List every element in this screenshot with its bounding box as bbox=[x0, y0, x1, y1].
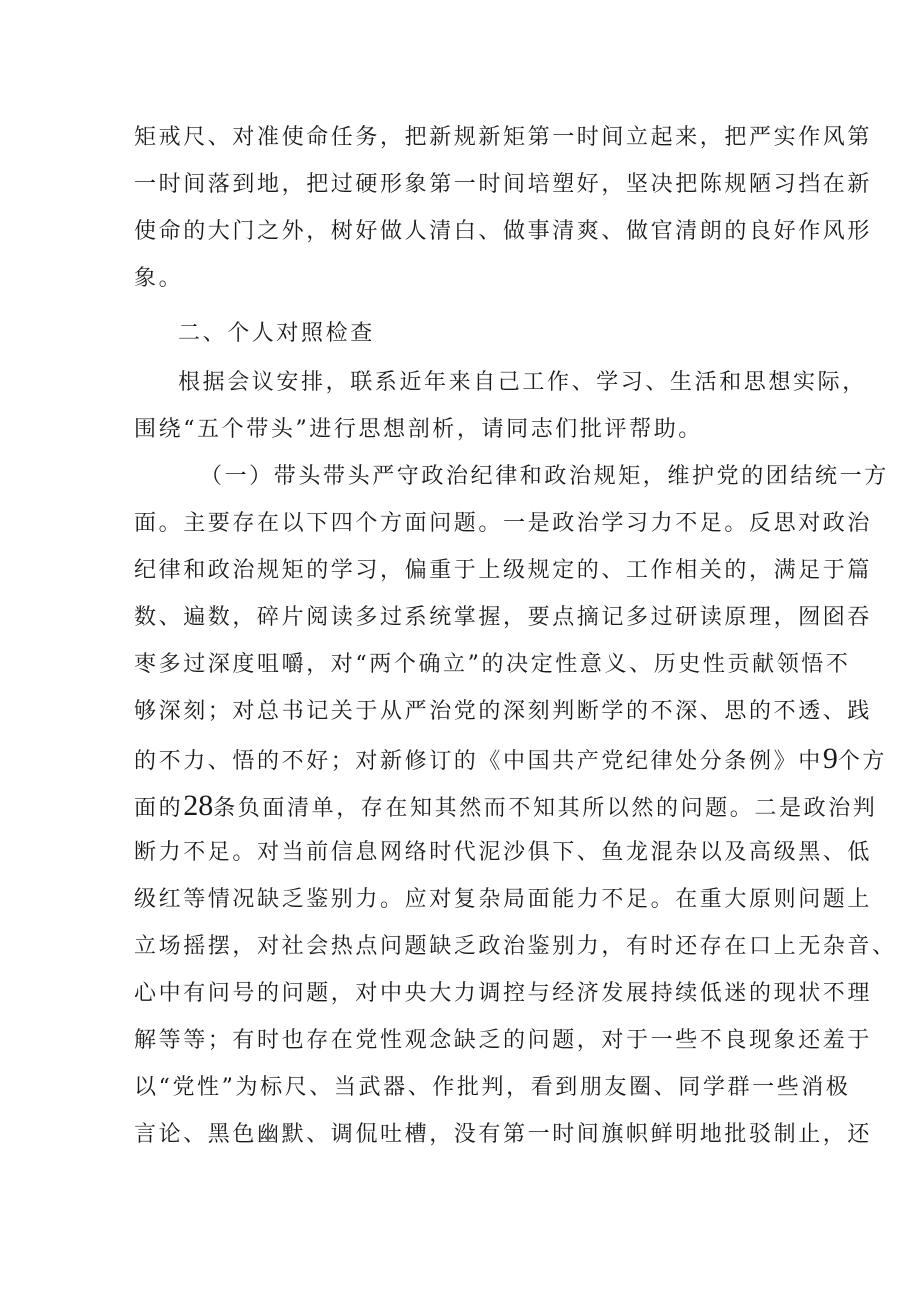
paragraph-line: 够深刻；对总书记关于从严治党的深刻判断学的不深、思的不透、践 bbox=[134, 699, 873, 724]
text-run: 的不力、悟的不好；对新修订的《中国共产党纪律处分条例》中 bbox=[134, 749, 823, 774]
paragraph-line: 一时间落到地，把过硬形象第一时间培塑好，坚决把陈规陋习挡在新 bbox=[134, 172, 873, 197]
subsection-heading-line: （一）带头带头严守政治纪律和政治规矩，维护党的团结统一方 bbox=[200, 464, 889, 489]
paragraph-line bbox=[134, 738, 888, 780]
text-run: 个方 bbox=[837, 749, 888, 774]
paragraph-line: 解等等；有时也存在党性观念缺乏的问题，对于一些不良现象还羞于 bbox=[134, 1028, 873, 1053]
paragraph-line: 数、遍数，碎片阅读多过系统掌握，要点摘记多过研读原理，囫囵吞 bbox=[134, 605, 873, 630]
paragraph-line: 根据会议安排，联系近年来自己工作、学习、生活和思想实际， bbox=[178, 370, 867, 395]
paragraph-line: 级红等情况缺乏鉴别力。应对复杂局面能力不足。在重大原则问题上 bbox=[134, 887, 873, 912]
paragraph-line bbox=[134, 785, 878, 827]
paragraph-line: 围绕“五个带头”进行思想剖析，请同志们批评帮助。 bbox=[134, 417, 703, 442]
paragraph-line: 象。 bbox=[134, 266, 184, 291]
paragraph-line: 言论、黑色幽默、调侃吐槽，没有第一时间旗帜鲜明地批驳制止，还 bbox=[134, 1122, 873, 1147]
text-run: 面的 bbox=[134, 796, 184, 821]
text-run: 条负面清单，存在知其然而不知其所以然的问题。二是政治判 bbox=[213, 796, 878, 821]
paragraph-line: 使命的大门之外，树好做人清白、做事清爽、做官清朗的良好作风形 bbox=[134, 219, 873, 244]
paragraph-line: 以“党性”为标尺、当武器、作批判，看到朋友圈、同学群一些消极 bbox=[134, 1075, 851, 1100]
paragraph-line: 矩戒尺、对准使命任务，把新规新矩第一时间立起来，把严实作风第 bbox=[134, 125, 873, 150]
section-heading: 二、个人对照检查 bbox=[178, 321, 375, 346]
number-run: 28 bbox=[183, 789, 214, 822]
paragraph-line: 纪律和政治规矩的学习，偏重于上级规定的、工作相关的，满足于篇 bbox=[134, 558, 873, 583]
paragraph-line: 枣多过深度咀嚼，对“两个确立”的决定性意义、历史性贡献领悟不 bbox=[134, 652, 851, 677]
paragraph-line: 立场摇摆，对社会热点问题缺乏政治鉴别力，有时还存在口上无杂音、 bbox=[134, 934, 897, 959]
paragraph-line: 面。主要存在以下四个方面问题。一是政治学习力不足。反思对政治 bbox=[134, 511, 873, 536]
paragraph-line: 断力不足。对当前信息网络时代泥沙俱下、鱼龙混杂以及高级黑、低 bbox=[134, 840, 873, 865]
paragraph-line: 心中有问号的问题，对中央大力调控与经济发展持续低迷的现状不理 bbox=[134, 981, 873, 1006]
number-run: 9 bbox=[822, 742, 838, 775]
